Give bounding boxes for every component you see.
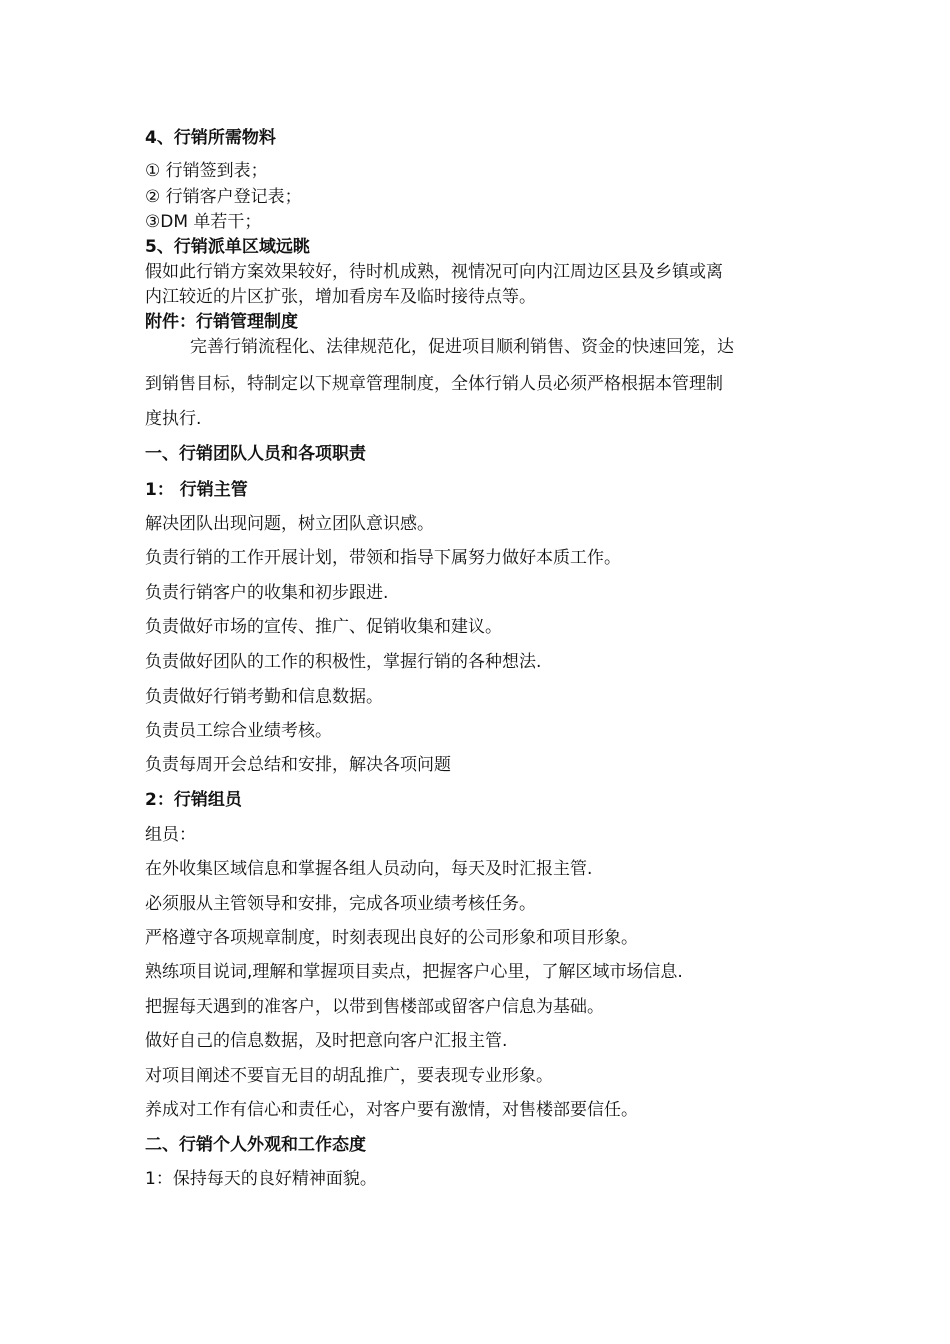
appendix-body-line-3: 度执行. (145, 409, 202, 429)
member-duty: 熟练项目说词,理解和掌握项目卖点，把握客户心里，了解区域市场信息. (145, 962, 683, 982)
material-item-2: ② 行销客户登记表； (145, 187, 302, 207)
part2-item-1: 1：保持每天的良好精神面貌。 (145, 1169, 377, 1189)
member-duty: 做好自己的信息数据，及时把意向客户汇报主管. (145, 1031, 508, 1051)
member-duty: 严格遵守各项规章制度，时刻表现出良好的公司形象和项目形象。 (145, 928, 638, 948)
section5-body-line-1: 假如此行销方案效果较好，待时机成熟，视情况可向内江周边区县及乡镇或离 (145, 262, 723, 282)
member-intro: 组员： (145, 825, 196, 845)
appendix-body-line-2: 到销售目标，特制定以下规章管理制度，全体行销人员必须严格根据本管理制 (145, 374, 723, 394)
supervisor-duty: 负责员工综合业绩考核。 (145, 721, 332, 741)
supervisor-duty: 负责做好团队的工作的积极性，掌握行销的各种想法. (145, 652, 542, 672)
supervisor-duty: 负责行销客户的收集和初步跟进. (145, 583, 389, 603)
section4-heading: 4、行销所需物料 (145, 128, 276, 148)
member-duty: 在外收集区域信息和掌握各组人员动向，每天及时汇报主管. (145, 859, 593, 879)
supervisor-duty: 负责行销的工作开展计划，带领和指导下属努力做好本质工作。 (145, 548, 621, 568)
part2-heading: 二、行销个人外观和工作态度 (145, 1135, 366, 1155)
section5-body-line-2: 内江较近的片区扩张，增加看房车及临时接待点等。 (145, 287, 536, 307)
material-item-3: ③DM 单若干； (145, 212, 262, 232)
supervisor-heading: 1： 行销主管 (145, 480, 248, 500)
member-duty: 把握每天遇到的准客户，以带到售楼部或留客户信息为基础。 (145, 997, 604, 1017)
member-duty: 养成对工作有信心和责任心，对客户要有激情，对售楼部要信任。 (145, 1100, 638, 1120)
member-duty: 对项目阐述不要盲无目的胡乱推广，要表现专业形象。 (145, 1066, 553, 1086)
material-item-1: ① 行销签到表； (145, 161, 268, 181)
supervisor-duty: 负责做好行销考勤和信息数据。 (145, 687, 383, 707)
appendix-body-line-1: 完善行销流程化、法律规范化，促进项目顺利销售、资金的快速回笼，达 (190, 337, 734, 357)
member-heading: 2：行销组员 (145, 790, 242, 810)
supervisor-duty: 解决团队出现问题，树立团队意识感。 (145, 514, 434, 534)
supervisor-duty: 负责每周开会总结和安排，解决各项问题 (145, 755, 451, 775)
appendix-heading: 附件：行销管理制度 (145, 312, 298, 332)
supervisor-duty: 负责做好市场的宣传、推广、促销收集和建议。 (145, 617, 502, 637)
section5-heading: 5、行销派单区域远眺 (145, 237, 310, 257)
part1-heading: 一、行销团队人员和各项职责 (145, 444, 366, 464)
member-duty: 必须服从主管领导和安排，完成各项业绩考核任务。 (145, 894, 536, 914)
